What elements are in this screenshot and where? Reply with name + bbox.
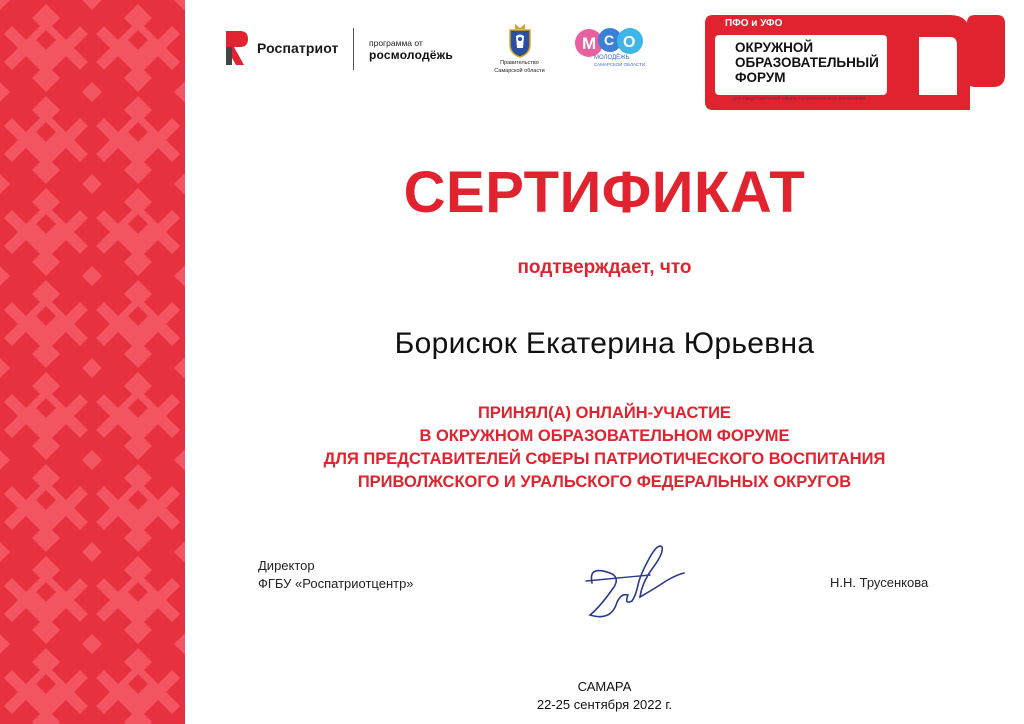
participation-statement [185,402,1024,494]
recipient-name: Борисюк Екатерина Юрьевна [394,327,815,360]
rosmolodezh-name: росмолодёжь [369,48,453,62]
place-and-date [185,678,1024,714]
forum-title [735,40,895,85]
statement-line: В ОКРУЖНОМ ОБРАЗОВАТЕЛЬНОМ ФОРУМЕ [419,427,790,445]
rospatriot-logo [224,28,338,68]
confirms-text: подтверждает, что [517,257,692,278]
statement-line: ПРИНЯЛ(А) ОНЛАЙН-УЧАСТИЕ [478,404,731,422]
mso-letter-s: С [604,32,615,48]
samara-government-logo [492,22,547,74]
mso-letter-o: О [623,34,636,51]
forum-region-tag: ПФО и УФО [725,18,783,29]
mso-subtitle-line2: САМАРСКОЙ ОБЛАСТИ [594,62,646,67]
pattern-graphic [0,0,185,724]
forum-title-line: ОКРУЖНОЙ [735,40,814,55]
gov-label-line1: Правительство [500,60,539,66]
mso-subtitle-line1: МОЛОДЁЖЬ [594,55,630,61]
handwritten-signature [580,535,690,625]
rosmolodezh-subtitle: программа от [369,38,423,48]
mso-mark-icon [572,24,652,58]
director-title: Директор [258,558,315,573]
forum-subtitle: для представителей сферы патриотического воспитания [733,96,866,102]
certificate-title: СЕРТИФИКАТ [403,160,806,225]
statement-line: ДЛЯ ПРЕДСТАВИТЕЛЕЙ СФЕРЫ ПАТРИОТИЧЕСКОГО ВОСПИТАНИЯ [323,450,886,468]
statement-line: ПРИВОЛЖСКОГО И УРАЛЬСКОГО ФЕДЕРАЛЬНЫХ ОКРУГОВ [357,473,852,491]
rospatriot-mark-icon [224,29,250,67]
city: САМАРА [577,679,632,694]
mso-letter-m: М [582,34,597,53]
rospatriot-label: Роспатриот [257,40,339,56]
signer-name: Н.Н. Трусенкова [830,575,929,590]
coat-of-arms-icon [507,22,533,58]
event-dates: 22-25 сентября 2022 г. [536,697,673,712]
rosmolodezh-logo [369,37,453,61]
logo-divider [353,28,354,70]
forum-title-line: ОБРАЗОВАТЕЛЬНЫЙ [735,55,879,70]
forum-title-line: ФОРУМ [735,70,786,85]
director-organization: ФГБУ «Роспатриотцентр» [258,576,414,591]
decorative-pattern-strip [0,0,185,724]
gov-label-line2: Самарской области [494,68,545,74]
mso-logo [572,24,652,72]
director-block [258,557,414,593]
